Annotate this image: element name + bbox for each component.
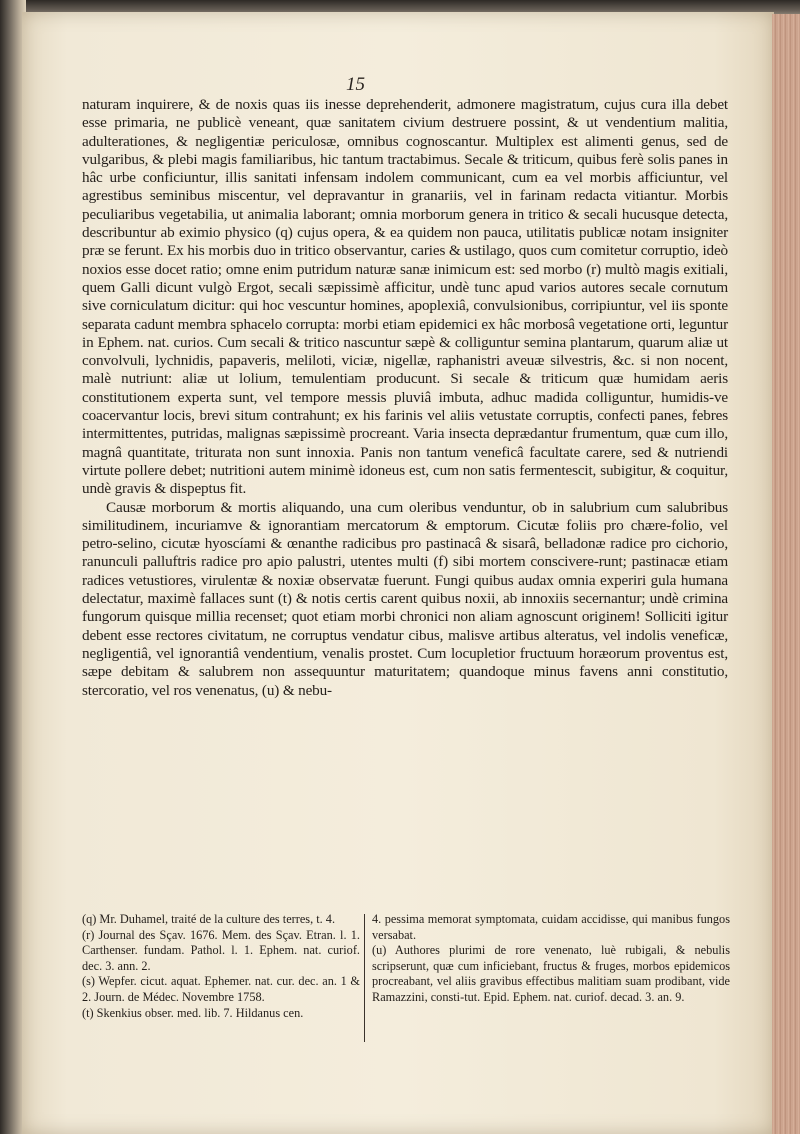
page-number: 15 (346, 74, 365, 95)
footnote-q: (q) Mr. Duhamel, traité de la culture des terres, t. 4. (82, 912, 336, 926)
footnote-t: (t) Skenkius obser. med. lib. 7. Hildanus cen. (82, 1005, 304, 1020)
footnote-s: (s) Wepfer. cicut. aquat. Ephemer. nat. cur. dec. an. 1 & 2. Journ. de Médec. Novembre 1758. (82, 974, 360, 1004)
footnote-r: (r) Journal des Sçav. 1676. Mem. des Sçav. Etran. l. 1. Carthenser. fundam. Pathol. l. 1. Ephem. nat. curiof. dec. 3. ann. 2. (82, 927, 360, 973)
paragraph-1: naturam inquirere, & de noxis quas iis inesse deprehenderit, admonere magistratum, cujus cura illa debet esse primaria, ne publicè veneant, quæ sanitatem civium destruere possint, & ut vendentium malitia, adulterationes, & negligentiæ periculosæ, omnibus cognoscantur. Multiplex est alimenti genus, sed de vulgaribus, & plebi magis familiaribus, hic tantum tractabimus. Secale & triticum, quibus ferè solis panes in hâc urbe conficiuntur, illis sanitati infensam indolem communicant, cum ea vel morbis afficiuntur, vel agrestibus seminibus miscentur, vel depravantur in granariis, vel in farinam redacta vitiantur. Morbis peculiaribus vegetabilia, ut animalia laborant; omnia morborum genera in tritico & secali hucusque detecta, describuntur ab eximio physico (q) cujus opera, & ea quidem non pauca, utilitatis publicæ notam insigniter præ se ferunt. Ex his morbis duo in tritico observantur, caries & ustilago, quos cum comitetur corruptio, ideò noxios esse docet ratio; omne enim putridum naturæ sanæ inimicum est: sed morbo (r) multò magis exitiali, quem Galli dicunt vulgò Ergot, secali sæpissimè afficitur, undè tunc apud varios autores secale cornutum sive corniculatum dicitur: qui hoc vescuntur homines, apoplexiâ, convulsionibus, corripiuntur, vel iis sponte separata cadunt membra sphacelo corrupta: morbi etiam epidemici ex hâc morbosâ vegetatione orti, leguntur in Ephem. nat. curios. Cum secali & tritico nascuntur sæpè & colliguntur semina plantarum, quarum aliæ ut convolvuli, lychnidis, papaveris, meliloti, viciæ, nigellæ, raphanistri aveuæ silvestris, &c. si non nocent, malè nutriunt: aliæ ut lolium, temulentiam producunt. Si secale & triticum quæ humidam aeris constitutionem experta sunt, vel tempore messis pluviâ imbuta, adhuc madida colliguntur, humidis-ve coacervantur locis, brevi situm contrahunt; ex his farinis vel aliis vetustate corruptis, confecti panes, febres intermittentes, putridas, malignas sæpissimè procreant. Varia insecta deprædantur frumentum, quæ cum illo, magnâ quantitate, triturata non sunt innoxia. Panis non tantum veneficâ facultate carere, sed & nutriendi virtute pollere debet; nutritioni autem minimè idoneus est, cum non satis fermentescit, subigitur, & coquitur, undè gravis & dispeptus fit. (82, 96, 728, 498)
footnote-column-divider (364, 914, 365, 1042)
footnote-u: (u) Authores plurimi de rore venenato, luè rubigali, & nebulis scripserunt, quæ cum inficiebant, fructus & fruges, morbos epidemicos procreabant, vel aliis gravibus effectibus malitiam suam prodibant, vide Ramazzini, consti-tut. Epid. Ephem. nat. curiof. decad. 3. an. 9. (372, 943, 730, 1004)
book-fore-edge (772, 14, 800, 1134)
body-text (82, 96, 728, 700)
footnotes-left-column (82, 912, 360, 1021)
paragraph-2: Causæ morborum & mortis aliquando, una cum oleribus venduntur, ob in salubrium cum salubribus similitudinem, incuriamve & ignorantiam mercatorum & emptorum. Cicutæ foliis pro chære-folio, vel petro-selino, cicutæ hyoscíami & œnanthe radicibus pro pastinacâ & sisarâ, belladonæ radice pro cichorio, ranunculi palluftris radice pro apio palustri, utentes multi (f) sibi mortem conscivere-runt; pastinacæ etiam radices vetustiores, virulentæ & noxiæ observatæ fuerunt. Fungi quibus audax omnia experiri gula humana delectatur, maximè fallaces sunt (t) & notis certis carent quibus noxii, ab innoxiis secernantur; undè crimina fungorum quisque millia recenset; quot etiam morbi chronici non aliam agnoscunt originem! Solliciti igitur debent esse rectores civitatum, ne corruptus vendatur cibus, malisve artibus alteratus, vel indolis veneficæ, negligentiâ, vel ignorantiâ vendentium, venalis prostet. Cum locupletior fructuum horæorum proventus est, sæpe debitam & salubrem non assequuntur maturitatem; quandoque minus favens anni constitutio, stercoratio, vel ros venenatus, (u) & nebu- (82, 498, 728, 699)
footnote-t-continued: 4. pessima memorat symptomata, cuidam accidisse, qui manibus fungos versabat. (372, 912, 730, 942)
footnotes-right-column (372, 912, 730, 1006)
